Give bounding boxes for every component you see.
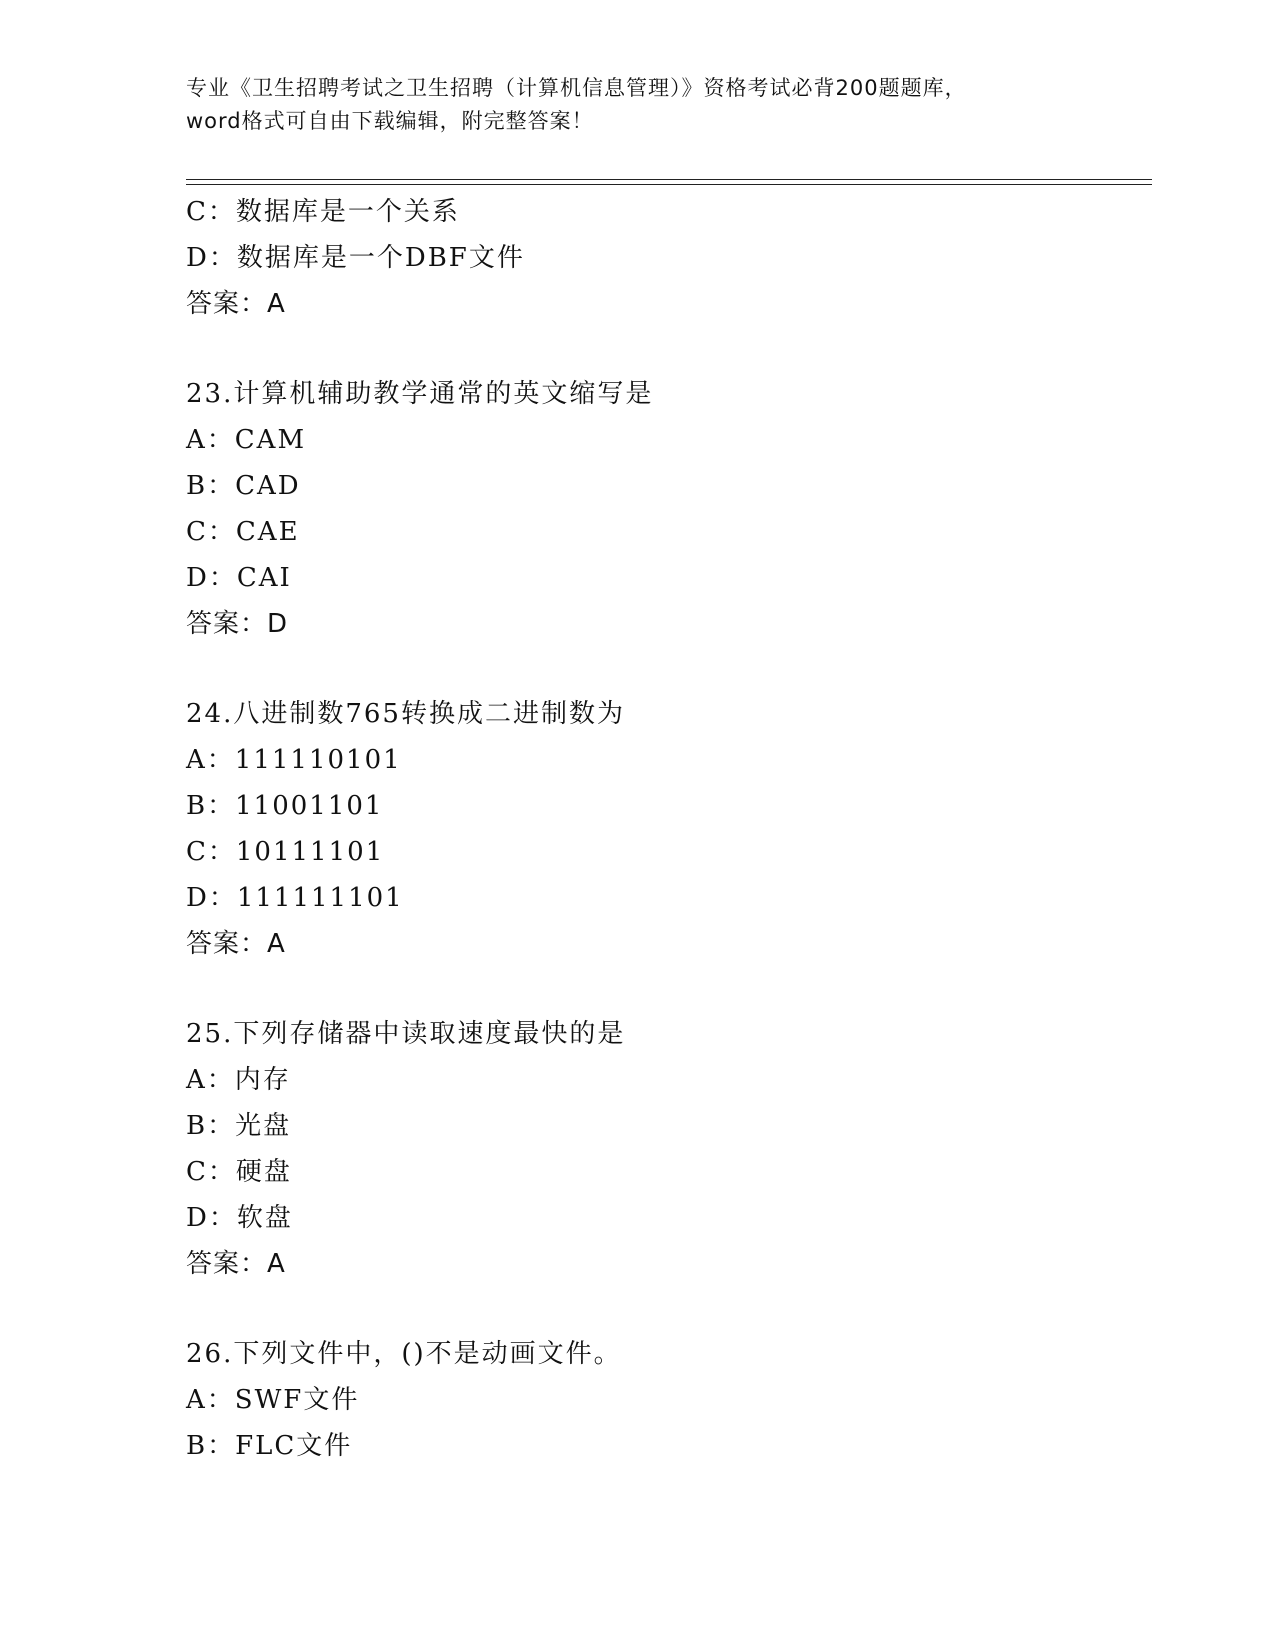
spacer [186, 1287, 1146, 1331]
header-title-line-2: word格式可自由下载编辑，附完整答案！ [186, 109, 594, 133]
header-divider-bottom [186, 184, 1152, 185]
question-24 [186, 691, 1146, 967]
answer: 答案：A [186, 929, 286, 959]
answer: 答案：D [186, 609, 289, 639]
option-a: A：内存 [186, 1065, 291, 1095]
question-23 [186, 371, 1146, 647]
option-a: A：CAM [186, 425, 307, 455]
spacer [186, 967, 1146, 1011]
header-divider-top [186, 179, 1152, 180]
option-d: D：数据库是一个DBF文件 [186, 243, 525, 273]
spacer [186, 647, 1146, 691]
question-list [186, 189, 1146, 1469]
option-d: D：软盘 [186, 1203, 293, 1233]
option-c: C：CAE [186, 517, 300, 547]
option-d: D：111111101 [186, 883, 404, 913]
option-b: B：CAD [186, 471, 301, 501]
question-22-tail [186, 189, 1146, 327]
question-25 [186, 1011, 1146, 1287]
document-header [186, 72, 1086, 138]
option-c: C：数据库是一个关系 [186, 197, 460, 227]
question-26 [186, 1331, 1146, 1469]
question-text: 25.下列存储器中读取速度最快的是 [186, 1019, 626, 1049]
question-text: 26.下列文件中，()不是动画文件。 [186, 1339, 622, 1369]
option-b: B：11001101 [186, 791, 384, 821]
option-b: B：FLC文件 [186, 1431, 353, 1461]
answer: 答案：A [186, 289, 286, 319]
option-b: B：光盘 [186, 1111, 292, 1141]
option-c: C：10111101 [186, 837, 385, 867]
answer: 答案：A [186, 1249, 286, 1279]
option-a: A：111110101 [186, 745, 402, 775]
spacer [186, 327, 1146, 371]
option-d: D：CAI [186, 563, 292, 593]
question-text: 23.计算机辅助教学通常的英文缩写是 [186, 379, 654, 409]
question-text: 24.八进制数765转换成二进制数为 [186, 699, 625, 729]
header-title-line-1: 专业《卫生招聘考试之卫生招聘（计算机信息管理）》资格考试必背200题题库， [186, 76, 967, 100]
option-a: A：SWF文件 [186, 1385, 360, 1415]
option-c: C：硬盘 [186, 1157, 292, 1187]
